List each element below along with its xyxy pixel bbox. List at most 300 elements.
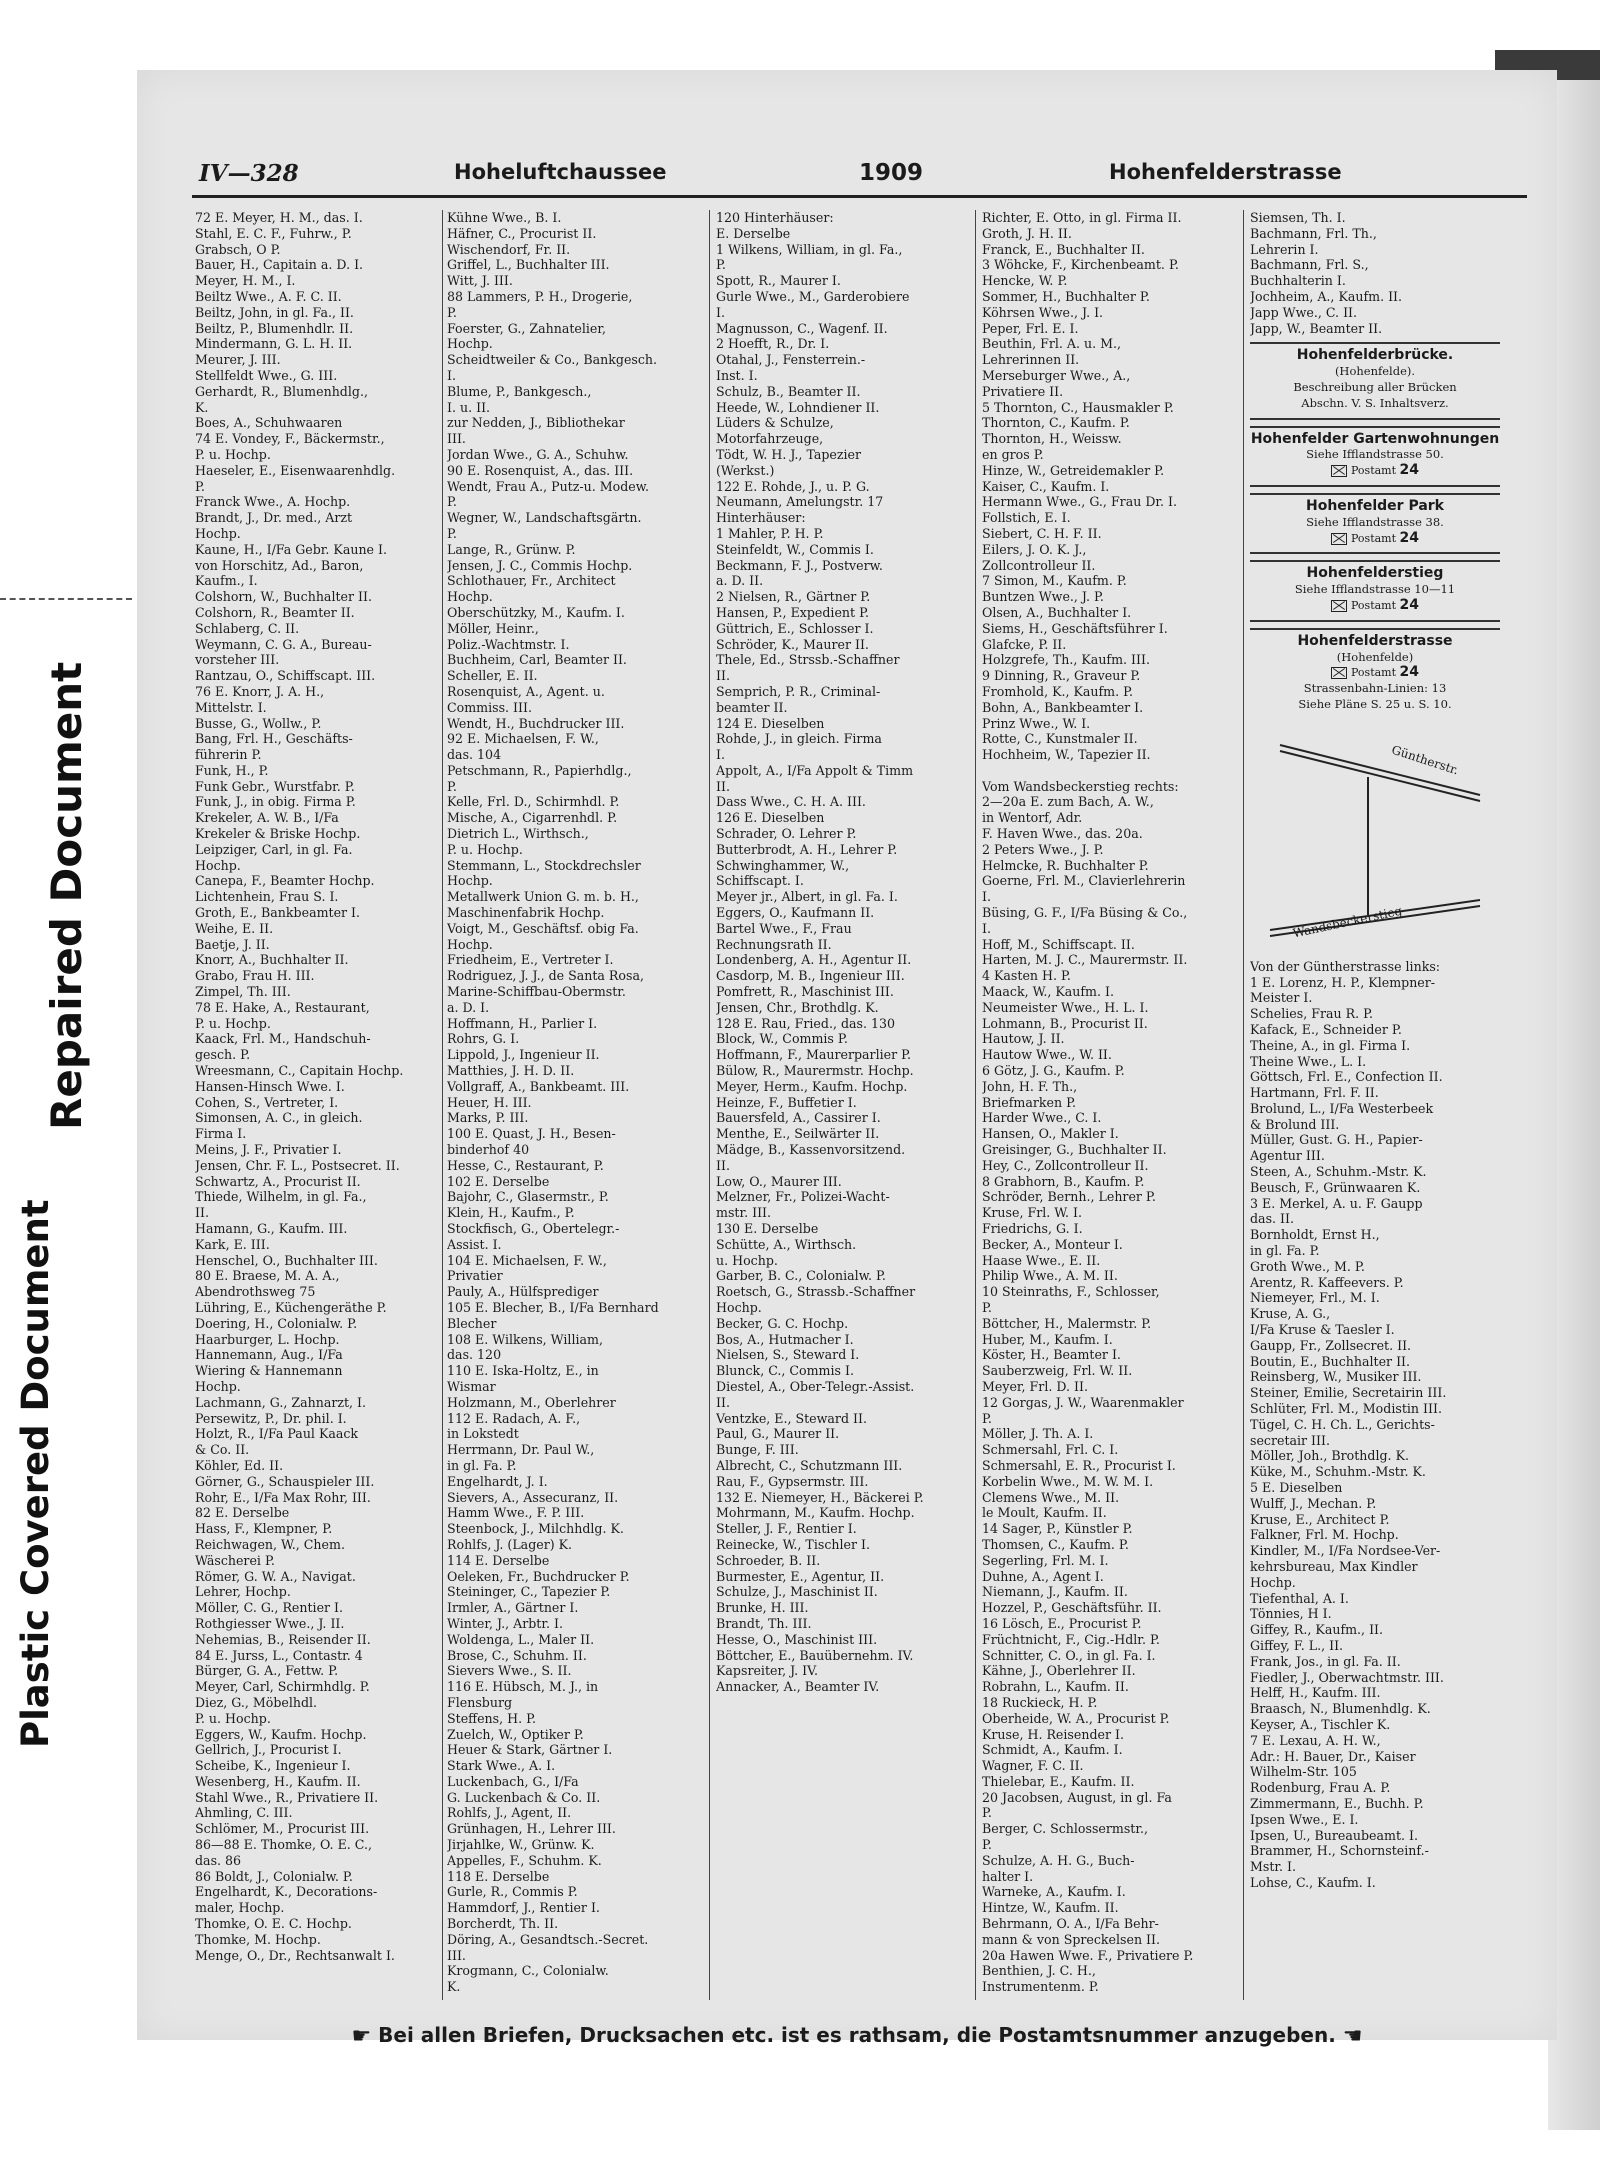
entry-line: Kelle, Frl. D., Schirmhdl. P. — [447, 794, 620, 810]
entry-line: 6 Götz, J. G., Kaufm. P. — [982, 1063, 1125, 1079]
entry-line: Ventzke, E., Steward II. — [716, 1410, 867, 1426]
section-line: Abschn. V. S. Inhaltsverz. — [1301, 395, 1449, 410]
entry-line: Steinfeldt, W., Commis I. — [716, 541, 874, 557]
entry-line: Bachmann, Frl. S., — [1250, 257, 1369, 273]
entry-line: P. — [982, 1837, 992, 1853]
entry-line: Harten, M. J. C., Maurermstr. II. — [982, 952, 1188, 968]
entry-line: Schroeder, B. II. — [716, 1552, 821, 1568]
entry-line: Jordan Wwe., G. A., Schuhw. — [447, 446, 629, 462]
entry-line: Garber, B. C., Colonialw. P. — [716, 1268, 886, 1284]
entry-line: das. 104 — [447, 747, 502, 763]
entry-line: Weihe, E. II. — [195, 920, 274, 936]
entry-line: Dass Wwe., C. H. A. III. — [716, 794, 866, 810]
entry-line: Wegner, W., Landschaftsgärtn. — [447, 510, 642, 526]
entry-line: Jensen, Chr., Brothdlg. K. — [716, 999, 879, 1015]
section-title: Hohenfelder Gartenwohnungen — [1250, 430, 1500, 447]
entry-line: Stahl, E. C. F., Fuhrw., P. — [195, 225, 352, 241]
entry-line: Römer, G. W. A., Navigat. — [195, 1568, 356, 1584]
entry-line: Rothgiesser Wwe., J. II. — [195, 1615, 345, 1631]
entry-line: Berger, C. Schlossermstr., — [982, 1821, 1148, 1837]
entry-line: Schmersahl, Frl. C. I. — [982, 1442, 1119, 1458]
entry-line: Meyer, Carl, Schirmhdlg. P. — [195, 1679, 370, 1695]
entry-line: gesch. P. — [195, 1047, 251, 1063]
entry-line: II. — [716, 1394, 730, 1410]
entry-line: Glafcke, P. II. — [982, 636, 1067, 652]
entry-line: Blunck, C., Commis I. — [716, 1363, 854, 1379]
entry-line: Steffens, H. P. — [447, 1710, 537, 1726]
entry-line: Clemens Wwe., M. II. — [982, 1489, 1120, 1505]
entry-line: Gellrich, J., Procurist I. — [195, 1742, 342, 1758]
entry-line: Harder Wwe., C. I. — [982, 1110, 1102, 1126]
entry-line: Bauersfeld, A., Cassirer I. — [716, 1110, 881, 1126]
section-subtitle: Siehe Ifflandstrasse 38. — [1306, 514, 1444, 529]
entry-line: Beiltz, P., Blumenhdlr. II. — [195, 320, 354, 336]
entry-line: Rohr, E., I/Fa Max Rohr, III. — [195, 1489, 371, 1505]
entry-line: Arentz, R. Kaffeevers. P. — [1250, 1274, 1404, 1290]
entry-line: Herrmann, Dr. Paul W., — [447, 1442, 595, 1458]
entry-line: Schlömer, M., Procurist III. — [195, 1821, 370, 1837]
entry-line: Frank, Jos., in gl. Fa. II. — [1250, 1653, 1401, 1669]
entry-line: Cohen, S., Vertreter, I. — [195, 1094, 339, 1110]
entry-line: Siebert, C. H. F. II. — [982, 525, 1102, 541]
entry-line: 18 Ruckieck, H. P. — [982, 1694, 1098, 1710]
entry-line: Foerster, G., Zahnatelier, — [447, 320, 606, 336]
entry-line: Köhler, Ed. II. — [195, 1457, 284, 1473]
entry-line: 90 E. Rosenquist, A., das. III. — [447, 462, 634, 478]
entry-line: Thomke, M. Hochp. — [195, 1931, 321, 1947]
entry-line: Hartmann, Frl. F. II. — [1250, 1085, 1379, 1101]
entry-line: 86—88 E. Thomke, O. E. C., — [195, 1837, 372, 1853]
entry-line: Pauly, A., Hülfsprediger — [447, 1284, 599, 1300]
entry-line: Baetje, J. II. — [195, 936, 270, 952]
entry-line: vorsteher III. — [195, 652, 280, 668]
section-title: Hohenfelderstrasse — [1297, 632, 1453, 649]
entry-line: Holzmann, M., Oberlehrer — [447, 1394, 616, 1410]
entry-line: Colshorn, R., Beamter II. — [195, 604, 355, 620]
entry-line: Vom Wandsbeckerstieg rechts: — [982, 778, 1179, 794]
entry-line: Bunge, F. III. — [716, 1442, 799, 1458]
entry-line: Brandt, Th. III. — [716, 1615, 812, 1631]
postamt-number: 24 — [1399, 462, 1420, 479]
strassenbahn-line: Strassenbahn-Linien: 13 — [1303, 681, 1447, 696]
entry-line: Meins, J. F., Privatier I. — [195, 1142, 342, 1158]
page-header — [199, 160, 1409, 200]
postbox-icon — [1331, 533, 1347, 545]
entry-line: Steiner, Emilie, Secretairin III. — [1250, 1385, 1447, 1401]
entry-line: Maschinenfabrik Hochp. — [447, 905, 605, 921]
entry-line: in Lokstedt — [447, 1426, 519, 1442]
entry-line: Ahmling, C. III. — [195, 1805, 293, 1821]
entry-line: Tödt, W. H. J., Tapezier — [716, 446, 862, 462]
entry-line: 132 E. Niemeyer, H., Bäckerei P. — [716, 1489, 924, 1505]
entry-line: Hoffmann, F., Maurerparlier P. — [716, 1047, 912, 1063]
entry-line: Korbelin Wwe., M. W. M. I. — [982, 1473, 1154, 1489]
entry-line: Schröder, Bernh., Lehrer P. — [982, 1189, 1156, 1205]
entry-line: Schmersahl, E. R., Procurist I. — [982, 1457, 1176, 1473]
entry-line: 108 E. Wilkens, William, — [447, 1331, 603, 1347]
entry-line: Engelhardt, J. I. — [447, 1473, 548, 1489]
entry-line: Spott, R., Maurer I. — [716, 273, 841, 289]
entry-line: Witt, J. III. — [447, 273, 513, 289]
entry-line: Franck Wwe., A. Hochp. — [195, 494, 351, 510]
entry-line: Goerne, Frl. M., Clavierlehrerin — [982, 873, 1186, 889]
entry-line: Krekeler & Briske Hochp. — [195, 826, 361, 842]
entry-line: 116 E. Hübsch, M. J., in — [447, 1679, 599, 1695]
entry-line: Heuer, H. III. — [447, 1094, 532, 1110]
entry-line: Agentur III. — [1250, 1148, 1325, 1164]
entry-line: das. II. — [1250, 1211, 1294, 1227]
entry-line: Paul, G., Maurer II. — [716, 1426, 840, 1442]
entry-line: Möller, J. Th. A. I. — [982, 1426, 1094, 1442]
entry-line: Privatier — [447, 1268, 503, 1284]
page-number: IV—328 — [199, 160, 299, 187]
entry-line: Heinze, F., Buffetier I. — [716, 1094, 857, 1110]
entry-line: Rohrs, G. I. — [447, 1031, 520, 1047]
entry-line: Beckmann, F. J., Postverw. — [716, 557, 883, 573]
entry-line: Hochheim, W., Tapezier II. — [982, 747, 1151, 763]
entry-line: Schlüter, Frl. M., Modistin III. — [1250, 1401, 1442, 1417]
entry-line: Menthe, E., Seilwärter II. — [716, 1126, 880, 1142]
entry-line: Schlothauer, Fr., Architect — [447, 573, 616, 589]
entry-line: III. — [447, 431, 466, 447]
entry-line: 112 E. Radach, A. F., — [447, 1410, 581, 1426]
divider-dashed — [0, 598, 132, 600]
postamt-label: Postamt — [1350, 464, 1397, 478]
entry-line: Hochp. — [447, 589, 493, 605]
entry-line: Merseburger Wwe., A., — [982, 367, 1131, 383]
entry-line: Pomfrett, R., Maschinist III. — [716, 984, 894, 1000]
entry-line: Rohlfs, J. (Lager) K. — [447, 1536, 573, 1552]
postamt-line — [1250, 531, 1500, 547]
entry-line: Helmcke, R. Buchhalter P. — [982, 857, 1149, 873]
entry-line: Küke, M., Schuhm.-Mstr. K. — [1250, 1464, 1426, 1480]
entry-line: Kühne Wwe., B. I. — [447, 210, 562, 225]
entry-line: Rohde, J., in gleich. Firma — [716, 731, 882, 747]
entry-line: Groth Wwe., M. P. — [1250, 1258, 1365, 1274]
entry-line: Petschmann, R., Papierhdlg., — [447, 762, 632, 778]
entry-line: Sommer, H., Buchhalter P. — [982, 288, 1150, 304]
entry-line: Krekeler, A. W. B., I/Fa — [195, 810, 339, 826]
entry-line: Rodriguez, J. J., de Santa Rosa, — [447, 968, 644, 984]
pointing-hand-icon: ☚ — [1342, 2024, 1363, 2049]
entry-line: Lohmann, B., Procurist II. — [982, 1015, 1148, 1031]
entry-line: 3 Wöhcke, F., Kirchenbeamt. P. — [982, 257, 1179, 273]
entry-line: Schiffscapt. I. — [716, 873, 804, 889]
entry-line: Wismar — [447, 1378, 496, 1394]
entry-line: Assist. I. — [447, 1236, 502, 1252]
entry-line: Kaack, Frl. M., Handschuh- — [195, 1031, 371, 1047]
entry-line: 120 Hinterhäuser: — [716, 210, 834, 225]
entry-line: John, H. F. Th., — [982, 1078, 1078, 1094]
entry-line: Gerhardt, R., Blumenhdlg., — [195, 383, 368, 399]
entry-line: 110 E. Iska-Holtz, E., in — [447, 1363, 599, 1379]
section-line: Beschreibung aller Brücken — [1293, 379, 1457, 394]
entry-line: Gurle, R., Commis P. — [447, 1884, 578, 1900]
entry-line: Hansen, P., Expedient P. — [716, 604, 870, 620]
entry-line: Jirjahlke, W., Grünw. K. — [447, 1837, 595, 1853]
entry-line: Groth, E., Bankbeamter I. — [195, 905, 361, 921]
entry-line: Blecher — [447, 1315, 497, 1331]
entry-line: III. — [447, 1947, 466, 1963]
entry-line: Oeleken, Fr., Buchdrucker P. — [447, 1568, 630, 1584]
entry-line: das. 86 — [195, 1852, 242, 1868]
directory-page — [137, 70, 1557, 2049]
entry-line: Kaune, H., I/Fa Gebr. Kaune I. — [195, 541, 387, 557]
entry-line: Mohrmann, M., Kaufm. Hochp. — [716, 1505, 915, 1521]
entry-line: Hochp. — [447, 936, 493, 952]
entry-line: Thiede, Wilhelm, in gl. Fa., — [195, 1189, 367, 1205]
entry-line: Casdorp, M. B., Ingenieur III. — [716, 968, 905, 984]
entry-line: Peper, Frl. E. I. — [982, 320, 1079, 336]
entry-line: Siemsen, Th. I. — [1250, 210, 1346, 225]
entry-line: Hamann, G., Kaufm. III. — [195, 1221, 348, 1236]
entry-line: Thomke, O. E. C. Hochp. — [195, 1916, 352, 1932]
entry-line: Grabsch, O P. — [195, 241, 281, 257]
entry-line: Hesse, C., Restaurant, P. — [447, 1157, 604, 1173]
section-subtitle: Siehe Ifflandstrasse 50. — [1306, 447, 1444, 462]
entry-line: I. — [982, 889, 991, 905]
entry-line: 10 Steinraths, F., Schlosser, — [982, 1284, 1160, 1300]
entry-line: Hautow, J. II. — [982, 1031, 1065, 1047]
entry-line: Briefmarken P. — [982, 1094, 1077, 1110]
entry-line: 105 E. Blecher, B., I/Fa Bernhard — [447, 1299, 659, 1315]
entry-line: Hochp. — [1250, 1574, 1296, 1590]
entry-line: Beiltz, John, in gl. Fa., II. — [195, 304, 354, 320]
entry-line: Vollgraff, A., Bankbeamt. III. — [447, 1078, 630, 1094]
entry-line: Hochp. — [195, 857, 241, 873]
entry-line: Menge, O., Dr., Rechtsanwalt I. — [195, 1947, 395, 1963]
entry-line: 74 E. Vondey, F., Bäckermstr., — [195, 431, 385, 447]
entry-line: Zimpel, Th. III. — [195, 984, 291, 1000]
entry-line: Leipziger, Carl, in gl. Fa. — [195, 841, 353, 857]
entry-line: Böttcher, H., Malermstr. P. — [982, 1315, 1152, 1331]
entry-line: Krogmann, C., Colonialw. — [447, 1963, 609, 1979]
entry-line: kehrsbureau, Max Kindler — [1250, 1559, 1418, 1574]
pointing-hand-icon: ☛ — [351, 2024, 372, 2049]
entry-line: Müller, Gust. G. H., Papier- — [1250, 1132, 1423, 1148]
entry-line: in Wentorf, Adr. — [982, 810, 1083, 826]
entry-line: Güttrich, E., Schlosser I. — [716, 620, 874, 636]
strasse-section — [1250, 628, 1500, 719]
entry-line: Borcherdt, Th. II. — [447, 1916, 559, 1932]
entry-line: P. — [716, 257, 726, 273]
entry-line: Rodenburg, Frau A. P. — [1250, 1780, 1391, 1796]
entry-line: Semprich, P. R., Criminal- — [716, 683, 881, 699]
entry-line: Wiering & Hannemann — [195, 1363, 343, 1379]
entry-line: Commiss. III. — [447, 699, 532, 715]
entry-line: Bang, Frl. H., Geschäfts- — [195, 731, 353, 747]
entry-line: Butterbrodt, A. H., Lehrer P. — [716, 841, 898, 857]
entry-line: Niemann, J., Kaufm. II. — [982, 1584, 1128, 1600]
entry-line: Franck, E., Buchhalter II. — [982, 241, 1145, 257]
entry-line: Meister I. — [1250, 990, 1313, 1006]
entry-line: Rantzau, O., Schiffscapt. III. — [195, 668, 376, 684]
entry-line: Warneke, A., Kaufm. I. — [982, 1884, 1126, 1900]
entry-line: Follstich, E. I. — [982, 510, 1071, 526]
entry-line: Boutin, E., Buchhalter II. — [1250, 1353, 1411, 1369]
entry-line: Prinz Wwe., W. I. — [982, 715, 1091, 731]
entry-line: Mindermann, G. L. H. II. — [195, 336, 353, 352]
entry-line: Braasch, N., Blumenhdlg. K. — [1250, 1701, 1431, 1717]
section-title: Hohenfelder Park — [1306, 497, 1444, 514]
entry-line: Kähne, J., Oberlehrer II. — [982, 1663, 1136, 1679]
entry-line: Eilers, J. O. K. J., — [982, 541, 1087, 557]
entry-line: halter I. — [982, 1868, 1034, 1884]
entry-line: 8 Grabhorn, B., Kaufm. P. — [982, 1173, 1145, 1189]
entry-line: E. Derselbe — [716, 225, 791, 241]
entry-line: I. — [447, 367, 456, 383]
entry-line: Hochp. — [447, 336, 493, 352]
entry-line: Hochp. — [195, 1378, 241, 1394]
postamt-number: 24 — [1399, 529, 1420, 546]
entry-line: Von der Güntherstrasse links: — [1250, 958, 1441, 974]
entry-line: 104 E. Michaelsen, F. W., — [447, 1252, 607, 1268]
entry-line: & Co. II. — [195, 1442, 250, 1458]
entry-line: Böttcher, E., Bauübernehm. IV. — [716, 1647, 914, 1663]
postamt-line — [1250, 665, 1500, 681]
entry-line: secretair III. — [1250, 1432, 1330, 1448]
entry-line: Buchhalterin I. — [1250, 273, 1346, 289]
entry-line: Schwinghammer, W., — [716, 857, 850, 873]
entry-line: Appelles, F., Schuhm. K. — [447, 1852, 602, 1868]
entry-line: Wreesmann, C., Capitain Hochp. — [195, 1063, 404, 1079]
entry-line: Thomsen, C., Kaufm. P. — [982, 1536, 1129, 1552]
entry-line: Adr.: H. Bauer, Dr., Kaiser — [1250, 1748, 1416, 1764]
entry-line: Hass, F., Klempner, P. — [195, 1521, 333, 1537]
stieg-section — [1250, 560, 1500, 621]
entry-line: Giffey, F. L., II. — [1250, 1637, 1344, 1653]
entry-line: Hesse, O., Maschinist III. — [716, 1631, 878, 1647]
entry-line: Knorr, A., Buchhalter II. — [195, 952, 349, 968]
entry-line: Hochp. — [447, 873, 493, 889]
entry-line: Block, W., Commis P. — [716, 1031, 848, 1047]
entry-line: Giffey, R., Kaufm., II. — [1250, 1622, 1384, 1638]
plaene-line: Siehe Pläne S. 25 u. S. 10. — [1298, 696, 1452, 711]
postamt-line — [1250, 463, 1500, 479]
postamt-label: Postamt — [1350, 666, 1397, 680]
street-right: Hohenfelderstrasse — [1109, 160, 1342, 184]
entry-line: Theine Wwe., L. I. — [1250, 1053, 1367, 1069]
entry-line: Colshorn, W., Buchhalter II. — [195, 589, 372, 605]
entry-line: Heuer & Stark, Gärtner I. — [447, 1742, 613, 1758]
entry-line: Keyser, A., Tischler K. — [1250, 1716, 1391, 1732]
entry-line: Hochp. — [716, 1299, 762, 1315]
entry-line: Bauer, H., Capitain a. D. I. — [195, 257, 364, 273]
park-section — [1250, 493, 1500, 554]
entry-line: Görner, G., Schauspieler III. — [195, 1473, 375, 1489]
entry-line: Schulz, B., Beamter II. — [716, 383, 861, 399]
entry-line: 1 Mahler, P. H. P. — [716, 525, 824, 541]
entry-line: Holzgrefe, Th., Kaufm. III. — [982, 652, 1150, 668]
entry-line: 2—20a E. zum Bach, A. W., — [982, 794, 1154, 810]
entry-line: Magnusson, C., Wagenf. II. — [716, 320, 888, 336]
entry-line: Mittelstr. I. — [195, 699, 267, 715]
entry-line: II. — [716, 668, 730, 684]
column-5-entries — [1250, 210, 1500, 336]
entry-line: Hey, C., Zollcontrolleur II. — [982, 1157, 1149, 1173]
entry-line: 16 Lösch, E., Procurist P. — [982, 1615, 1142, 1631]
entry-line: Reinecke, W., Tischler I. — [716, 1536, 870, 1552]
entry-line: Engelhardt, K., Decorations- — [195, 1884, 378, 1900]
entry-line: Eggers, O., Kaufmann II. — [716, 905, 875, 921]
entry-line: Poliz.-Wachtmstr. I. — [447, 636, 570, 652]
entry-line: Nehemias, B., Reisender II. — [195, 1631, 371, 1647]
entry-line: Grünhagen, H., Lehrer III. — [447, 1821, 616, 1837]
entry-line: P. — [447, 525, 457, 541]
entry-line: Neumeister Wwe., H. L. I. — [982, 999, 1149, 1015]
entry-line: Helff, H., Kaufm. III. — [1250, 1685, 1381, 1701]
entry-line: Scheller, E. II. — [447, 668, 538, 684]
entry-line: G. Luckenbach & Co. II. — [447, 1789, 601, 1805]
entry-line: Jensen, Chr. F. L., Postsecret. II. — [195, 1157, 400, 1173]
entry-line: Schulze, J., Maschinist II. — [716, 1584, 878, 1600]
entry-line: in gl. Fa. P. — [1250, 1243, 1320, 1259]
entry-line: Buntzen Wwe., J. P. — [982, 589, 1104, 605]
entry-line: binderhof 40 — [447, 1142, 530, 1158]
entry-line: Maack, W., Kaufm. I. — [982, 984, 1114, 1000]
entry-line: II. — [716, 778, 730, 794]
entry-line: Boes, A., Schuhwaaren — [195, 415, 343, 431]
entry-line: Hencke, W. P. — [982, 273, 1068, 289]
entry-line: Lange, R., Grünw. P. — [447, 541, 576, 557]
entry-line: Falkner, Frl. M. Hochp. — [1250, 1527, 1399, 1543]
entry-line: Kaufm., I. — [195, 573, 258, 589]
entry-line: Hozzel, P., Geschäftsführ. II. — [982, 1600, 1162, 1616]
entry-line: Lühring, E., Küchengeräthe P. — [195, 1299, 387, 1315]
entry-line: P. — [982, 1410, 992, 1426]
entry-line: Jensen, J. C., Commis Hochp. — [447, 557, 633, 573]
entry-line: Albrecht, C., Schutzmann III. — [716, 1457, 903, 1473]
entry-line: Häfner, C., Procurist II. — [447, 225, 597, 241]
entry-line: Rechnungsrath II. — [716, 936, 832, 952]
entry-line — [982, 763, 1242, 779]
entry-line: Brandt, J., Dr. med., Arzt — [195, 510, 353, 526]
entry-line: Voigt, M., Geschäftsf. obig Fa. — [447, 920, 639, 936]
entry-line: Hinterhäuser: — [716, 510, 806, 526]
entry-line: Wesenberg, H., Kaufm. II. — [195, 1773, 361, 1789]
entry-line: Eggers, W., Kaufm. Hochp. — [195, 1726, 367, 1742]
entry-line: Hoff, M., Schiffscapt. II. — [982, 936, 1135, 952]
entry-line: Wendt, H., Buchdrucker III. — [447, 715, 625, 731]
entry-line: Persewitz, P., Dr. phil. I. — [195, 1410, 347, 1426]
entry-line: P. — [195, 478, 205, 494]
entry-line: Siems, H., Geschäftsführer I. — [982, 620, 1168, 636]
map-label-guentherstr: Güntherstr. — [1389, 742, 1461, 778]
entry-line: 12 Gorgas, J. W., Waarenmakler — [982, 1394, 1184, 1410]
entry-line: Segerling, Frl. M. I. — [982, 1552, 1109, 1568]
entry-line: Theine, A., in gl. Firma I. — [1250, 1037, 1411, 1053]
entry-line: Heede, W., Lohndiener II. — [716, 399, 880, 415]
entry-line: 5 E. Dieselben — [1250, 1480, 1343, 1496]
entry-line: I/Fa Kruse & Taesler I. — [1250, 1322, 1395, 1338]
footer-text: Bei allen Briefen, Drucksachen etc. ist es rathsam, die Postamtsnummer anzugeben. — [378, 2023, 1336, 2047]
entry-line: Low, O., Maurer III. — [716, 1173, 842, 1189]
entry-line: Abendrothsweg 75 — [195, 1284, 316, 1300]
entry-line: Friedrichs, G. I. — [982, 1221, 1083, 1236]
entry-line: 128 E. Rau, Fried., das. 130 — [716, 1015, 896, 1031]
entry-line: Lehrer, Hochp. — [195, 1584, 291, 1600]
entry-line: Kaiser, C., Kaufm. I. — [982, 478, 1110, 494]
entry-line: Möller, C. G., Rentier I. — [195, 1600, 344, 1616]
entry-line: Richter, E. Otto, in gl. Firma II. — [982, 210, 1182, 225]
entry-line: Annacker, A., Beamter IV. — [716, 1679, 880, 1695]
entry-line: Holzt, R., I/Fa Paul Kaack — [195, 1426, 359, 1442]
postamt-label: Postamt — [1350, 598, 1397, 612]
entry-line: Appolt, A., I/Fa Appolt & Timm — [716, 762, 914, 778]
entry-line: Möller, Joh., Brothdlg. K. — [1250, 1448, 1409, 1464]
entry-line: Hermann Wwe., G., Frau Dr. I. — [982, 494, 1178, 510]
entry-line: führerin P. — [195, 747, 262, 763]
